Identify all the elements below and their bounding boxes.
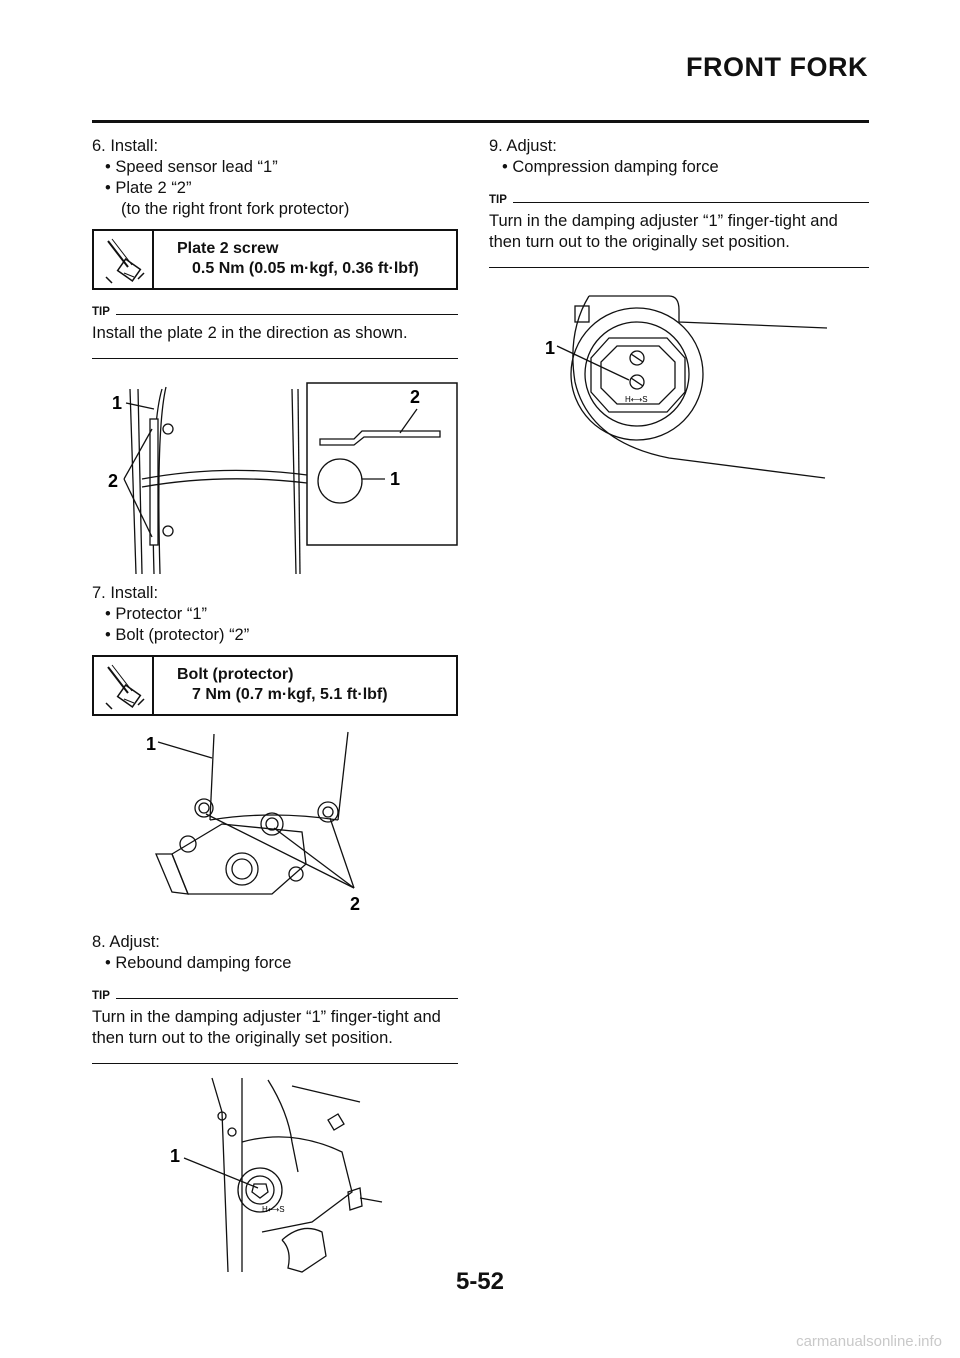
tip-block	[489, 190, 869, 268]
torque-wrench-icon	[94, 231, 154, 288]
compression-adjuster-illustration	[489, 282, 869, 496]
step-7-item: • Protector “1”	[105, 605, 208, 623]
adjuster-label: H⟷S	[625, 395, 648, 404]
tip-end-rule	[92, 358, 458, 359]
tip-text: Turn in the damping adjuster “1” finger-tight and then turn out to the originally set position.	[92, 1008, 441, 1047]
page-number: 5-52	[455, 1268, 505, 1295]
torque-spec-box	[92, 655, 458, 716]
adjuster-label: H⟷S	[262, 1205, 285, 1214]
step-9-heading: 9. Adjust:	[489, 137, 557, 155]
right-column	[489, 136, 869, 496]
step-6-note: (to the right front fork protector)	[121, 200, 350, 218]
figure-rebound-adjuster	[92, 1072, 458, 1286]
plate-install-illustration	[92, 369, 458, 577]
callout-2-inset: 2	[410, 387, 421, 407]
step-9-item: • Compression damping force	[502, 158, 719, 176]
step-8-item: • Rebound damping force	[105, 954, 292, 972]
callout-1-inset: 1	[390, 469, 401, 489]
rebound-adjuster-illustration	[92, 1072, 458, 1286]
figure-plate-install	[92, 369, 458, 577]
tip-text: Install the plate 2 in the direction as shown.	[92, 324, 408, 342]
callout-1: 1	[170, 1146, 181, 1166]
callout-1: 1	[112, 393, 123, 413]
tip-end-rule	[92, 1063, 458, 1064]
protector-install-illustration	[92, 724, 458, 930]
spec-name: Plate 2 screw	[177, 240, 279, 257]
callout-1: 1	[146, 734, 157, 754]
spec-name: Bolt (protector)	[177, 666, 294, 683]
step-8-heading: 8. Adjust:	[92, 933, 160, 951]
torque-wrench-icon	[94, 657, 154, 714]
figure-protector-install	[92, 724, 458, 930]
step-6-item: • Plate 2 “2”	[105, 179, 192, 197]
spec-value: 7 Nm (0.7 m·kgf, 5.1 ft·lbf)	[192, 686, 388, 703]
tip-label: TIP	[92, 306, 110, 318]
callout-2: 2	[350, 894, 361, 914]
tip-block	[92, 986, 458, 1064]
page-title: FRONT FORK	[686, 52, 868, 82]
left-column	[92, 136, 458, 1286]
tip-text: Turn in the damping adjuster “1” finger-tight and then turn out to the originally set position.	[489, 212, 838, 251]
torque-spec-box	[92, 229, 458, 290]
tip-block	[92, 302, 458, 359]
tip-end-rule	[489, 267, 869, 268]
step-7-heading: 7. Install:	[92, 584, 159, 602]
figure-compression-adjuster	[489, 282, 869, 496]
callout-2: 2	[108, 471, 119, 491]
header-rule	[92, 120, 869, 123]
spec-value: 0.5 Nm (0.05 m·kgf, 0.36 ft·lbf)	[192, 260, 419, 277]
tip-label: TIP	[92, 990, 110, 1002]
step-6-heading: 6. Install:	[92, 137, 159, 155]
callout-1: 1	[545, 338, 556, 358]
step-6-item: • Speed sensor lead “1”	[105, 158, 278, 176]
watermark: carmanualsonline.info	[796, 1333, 942, 1350]
tip-label: TIP	[489, 194, 507, 206]
step-7-item: • Bolt (protector) “2”	[105, 626, 250, 644]
